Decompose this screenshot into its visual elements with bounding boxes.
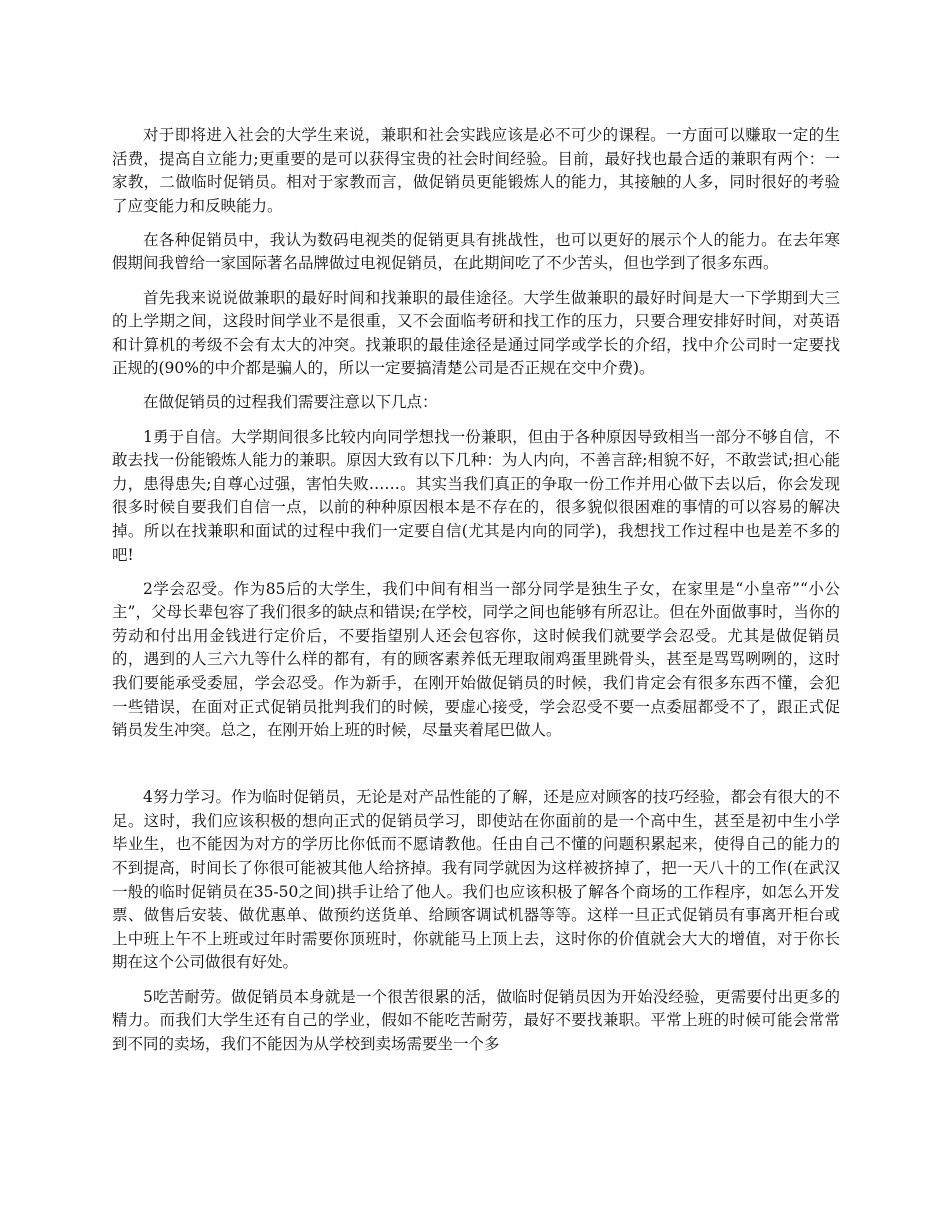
paragraph-point-5: 5吃苦耐劳。做促销员本身就是一个很苦很累的活，做临时促销员因为开始没经验，更需要付出更多的精力。而我们大学生还有自己的学业，假如不能吃苦耐劳，最好不要找兼职。平常上班的时候可能会常常到不同的卖场，我们不能因为从学校到卖场需要坐一个多: [112, 987, 840, 1053]
document-body: [112, 124, 840, 1067]
paragraph-point-4: 4努力学习。作为临时促销员，无论是对产品性能的了解，还是应对顾客的技巧经验，都会有很大的不足。这时，我们应该积极的想向正式的促销员学习，即使站在你面前的是一个高中生，甚至是初中生小学毕业生，也不能因为对方的学历比你低而不愿请教他。任由自己不懂的问题积累起来，使得自己的能力的不到提高，时间长了你很可能被其他人给挤掉。我有同学就因为这样被挤掉了，把一天八十的工作(在武汉一般的临时促销员在35-50之间)拱手让给了他人。我们也应该积极了解各个商场的工作程序，如怎么开发票、做售后安装、做优惠单、做预约送货单、给顾客调试机器等等。这样一旦正式促销员有事离开柜台或上中班上午不上班或过年时需要你顶班时，你就能马上顶上去，这时你的价值就会大大的增值，对于你长期在这个公司做很有好处。: [112, 788, 840, 972]
paragraph-point-1: 1勇于自信。大学期间很多比较内向同学想找一份兼职，但由于各种原因导致相当一部分不够自信，不敢去找一份能锻炼人能力的兼职。原因大致有以下几种：为人内向，不善言辞;相貌不好，不敢尝试;担心能力，患得患失;自尊心过强，害怕失败……。其实当我们真正的争取一份工作并用心做下去以后，你会发现很多时候自要我们自信一点，以前的种种原因根本是不存在的，很多貌似很困难的事情的可以容易的解决掉。所以在找兼职和面试的过程中我们一定要自信(尤其是内向的同学)，我想找工作过程中也是差不多的吧!: [112, 427, 840, 564]
paragraph-point-2: 2学会忍受。作为85后的大学生，我们中间有相当一部分同学是独生子女，在家里是“小皇帝”“小公主”，父母长辈包容了我们很多的缺点和错误;在学校，同学之间也能够有所忍让。但在外面做事时，当你的劳动和付出用金钱进行定价后，不要指望别人还会包容你，这时候我们就要学会忍受。尤其是做促销员的，遇到的人三六九等什么样的都有，有的顾客素养低无理取闹鸡蛋里跳骨头，甚至是骂骂咧咧的，这时我们要能承受委屈，学会忍受。作为新手，在刚开始做促销员的时候，我们肯定会有很多东西不懂，会犯一些错误，在面对正式促销员批判我们的时候，要虚心接受，学会忍受不要一点委屈都受不了，跟正式促销员发生冲突。总之，在刚开始上班的时候，尽量夹着尾巴做人。: [112, 579, 840, 740]
section-gap: [112, 753, 840, 786]
paragraph-best-time: 首先我来说说做兼职的最好时间和找兼职的最佳途径。大学生做兼职的最好时间是大一下学期到大三的上学期之间，这段时间学业不是很重，又不会面临考研和找工作的压力，只要合理安排好时间，对英语和计算机的考级不会有太大的冲突。找兼职的最佳途径是通过同学或学长的介绍，找中介公司时一定要找正规的(90%的中介都是骗人的，所以一定要搞清楚公司是否正规在交中介费)。: [112, 288, 840, 378]
paragraph-intro: 对于即将进入社会的大学生来说，兼职和社会实践应该是必不可少的课程。一方面可以赚取一定的生活费，提高自立能力;更重要的是可以获得宝贵的社会时间经验。目前，最好找也最合适的兼职有两个：一家教，二做临时促销员。相对于家教而言，做促销员更能锻炼人的能力，其接触的人多，同时很好的考验了应变能力和反映能力。: [112, 126, 840, 215]
paragraph-promoter-types: 在各种促销员中，我认为数码电视类的促销更具有挑战性，也可以更好的展示个人的能力。在去年寒假期间我曾给一家国际著名品牌做过电视促销员，在此期间吃了不少苦头，但也学到了很多东西。: [112, 230, 840, 273]
paragraph-points-intro: 在做促销员的过程我们需要注意以下几点：: [143, 393, 438, 412]
